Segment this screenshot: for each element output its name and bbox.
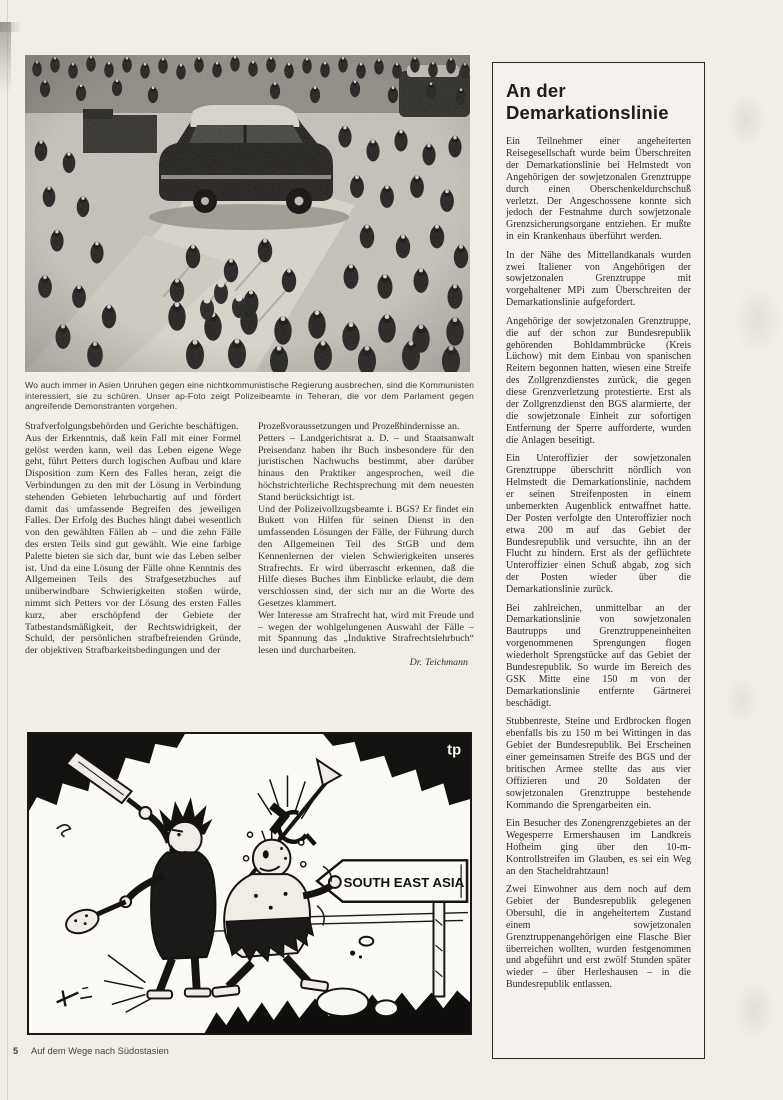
sidebar-title — [506, 80, 691, 123]
article-paragraph: Aus der Erkenntnis, daß kein Fall mit einer Formel gelöst werden kann, weil das Leben eigene Wege geht, führt Petters durch logischen Aufbau und klare Disposition zum Kern des Falles heran, zeigt die Verbindungen zu den mit der Lösung in Verbindung stehenden Gebieten lehrbuchartig auf und fördert damit das umfassende Begreifen des jeweiligen Falles. Der Erfolg des Buches hängt dabei wesentlich von den gewählten Fällen ab – und die zehn Fälle des ersten Teils sind gut gewählt. Wie eine farbige Palette bieten sie sich dar, bunt wie das Leben selber ist. Und da eine Lösung der Fälle ohne Kenntnis des Allgemeinen Teils des Strafgesetzbuches auf unüberwindbare Schwierigkeiten stoßen würde, nimmt sich Petters vor der Lösung des ersten Falles kurz, aber erschöpfend der Gebiete der Tatbestandsmäßigkeit, der Rechtswidrigkeit, der Schuld, der persönlichen strafbefreienden Gründe, der objektiven Strafbarkeitsbedingungen und der — [25, 432, 241, 657]
sidebar-paragraph: Ein Teilnehmer einer angeheiterten Reisegesellschaft wurde beim Überschreiten der Demarkationslinie bei Helmstedt von Angehörigen der sowjetzonalen Grenztruppe durch einen Oberschenkeldurchschuß verletzt. Der Angeschossene konnte sich jedoch der Festnahme durch sowjetzonale Grenzsicherungsorgane entziehen. Er mußte in ein Krankenhaus überführt werden. — [506, 136, 691, 243]
article-column-left — [25, 421, 241, 669]
sidebar-paragraph: Stubbenreste, Steine und Erdbrocken flogen ebenfalls bis zu 150 m bei Wittingen in das Gebiet der Bundesrepublik. Bei Erscheinen einer gemeinsamen Streife des BGS und der britischen Armee stellte das aus vier Offizieren und 20 Soldaten der sowjetzonalen Grenztruppe bestehende Kommando die Sprengarbeiten ein. — [506, 716, 691, 811]
sidebar-paragraph: Ein Unteroffizier der sowjetzonalen Grenztruppe überschritt nördlich von Helmstedt die Demarkationslinie, nachdem er seinen Streifenposten in einem unbemerkten Augenblick entwaffnet hatte. Der Posten verfolgte den Unteroffizier noch etwa 200 m auf das Gebiet der Bundesrepublik und versuchte, ihn an der Flucht zu hindern. Erst als der geflüchtete Unteroffizier einen Schuß abgab, zog sich der Posten wieder über die Demarkationslinie zurück. — [506, 453, 691, 596]
sidebar-paragraph: In der Nähe des Mittellandkanals wurden zwei Italiener von Angehörigen der sowjetzonalen Grenztruppe mit vorgehaltener MPi zum Überschreiten der Demarkationslinie aufgefordert. — [506, 249, 691, 309]
sidebar-paragraph: Bei zahlreichen, unmittelbar an der Demarkationslinie von sowjetzonalen Bautrupps und Grenztruppeneinheiten vorgenommenen Sprengungen flogen wiederholt Sprengstücke auf das Gebiet der Bundesrepublik. So wurde im Bereich des GSK Mitte eine 150 m von der Demarkationslinie entfernte Gärtnerei beschädigt. — [506, 602, 691, 709]
sidebar-demarkationslinie — [492, 62, 705, 1059]
cartoon-credit: tp — [447, 742, 462, 759]
scan-corner-artifact — [0, 22, 22, 32]
article-paragraph: Petters – Landgerichtsrat a. D. – und Staatsanwalt Preisendanz haben ihr Buch insbesondere für den juristischen Nachwuchs bestimmt, aber darüber hinaus den Praktiker angesprochen, weil die höchstrichterliche Rechtsprechung mit dem neuesten Stand berücksichtigt ist. — [258, 432, 474, 503]
article-column-right — [258, 421, 474, 669]
impact-burst — [104, 955, 151, 1012]
attacker-figure — [63, 752, 216, 1012]
sidebar-title-line2: Demarkationslinie — [506, 101, 669, 123]
page-number: 5 — [13, 1046, 19, 1056]
scan-fold-line — [7, 0, 8, 1100]
cartoon-art — [29, 734, 470, 1033]
sidebar-paragraph: Angehörige der sowjetzonalen Grenztruppe, die auf der schon zur Bundesrepublik gehörenden Bohldammbrücke (Kreis Lüchow) mit dem Einbau von spanischen Reitern begonnen hatten, wiesen eine Streife des Zollgrenzdienstes zurück, die gegen diese Grenzverletzung protestierte. Erst als der Zollgrenzdienst den BGS alarmierte, der die sowjetzonale Einheit zur sofortigen Entfernung der Sperre aufforderte, wurden die Anlagen beseitigt. — [506, 315, 691, 446]
grass-silhouette — [205, 989, 470, 1033]
photo-caption: Wo auch immer in Asien Unruhen gegen eine nichtkommunistische Regierung ausbrechen, sind die Kommunisten interessiert, sie zu schüren. Unser ap-Foto zeigt Polizeibeamte in Teheran, die vor dem Parlament gegen angreifende Demonstranten vorgehen. — [25, 380, 474, 412]
article-paragraph: Strafverfolgungsbehörden und Gerichte beschäftigen. — [25, 421, 239, 432]
article-paragraph: Und der Polizeivollzugsbeamte i. BGS? Er findet ein Bukett von Hilfen für seinen Dienst in den umfassenden Lösungen der Fälle, der Führung durch den Allgemeinen Teil des StGB und dem Kennenlernen der vielen Schwierigkeiten unseres Strafrechts. Er wird überrascht erkennen, daß die Hilfe dieses Buches ihm Einblicke erlaubt, die dem verschlossen sind, der sich nur an die Worte des Gesetzes klammert. — [258, 503, 474, 609]
article-body — [25, 421, 474, 669]
article-paragraph: Prozeßvoraussetzungen und Prozeßhindernisse an. — [258, 421, 460, 432]
cartoon-sign-text: SOUTH EAST ASIA — [343, 874, 465, 890]
pebbles — [350, 937, 373, 959]
scan-margin-noise — [706, 0, 783, 1100]
cartoon-southeast-asia — [27, 732, 472, 1035]
cartoon-caption: Auf dem Wege nach Südostasien — [31, 1046, 169, 1056]
article-paragraph: Wer Interesse am Strafrecht hat, wird mit Freude und – wegen der wohlgelungenen Auswahl der Fälle – mit Spannung das „Induktive Strafrechtslehrbuch“ lesen und durcharbeiten. — [258, 609, 474, 657]
news-photo-teheran — [25, 55, 470, 372]
scan-corner-artifact — [0, 22, 11, 94]
article-signature: Dr. Teichmann — [409, 656, 468, 668]
sidebar-paragraph: Zwei Einwohner aus dem noch auf dem Gebiet der Bundesrepublik gelegenen Obersuhl, die in angeheitertem Zustand einem sowjetzonalen Grenztruppenangehörigen eine Flasche Bier überreichen wollten, wurden festgenommen und abgeführt und erst zwölf Stunden später wieder – über Herleshausen – in die Bundesrepublik entlassen. — [506, 883, 691, 991]
sidebar-title-line1: An der — [506, 80, 566, 101]
sidebar-paragraph: Ein Besucher des Zonengrenzgebietes an der Wegesperre Ermershausen im Landkreis Hofheim ging über den 10-m-Kontrollstreifen im Glauben, es sei ein Weg an den Stacheldrahtzaun! — [506, 817, 691, 877]
news-photo-art — [25, 55, 470, 372]
